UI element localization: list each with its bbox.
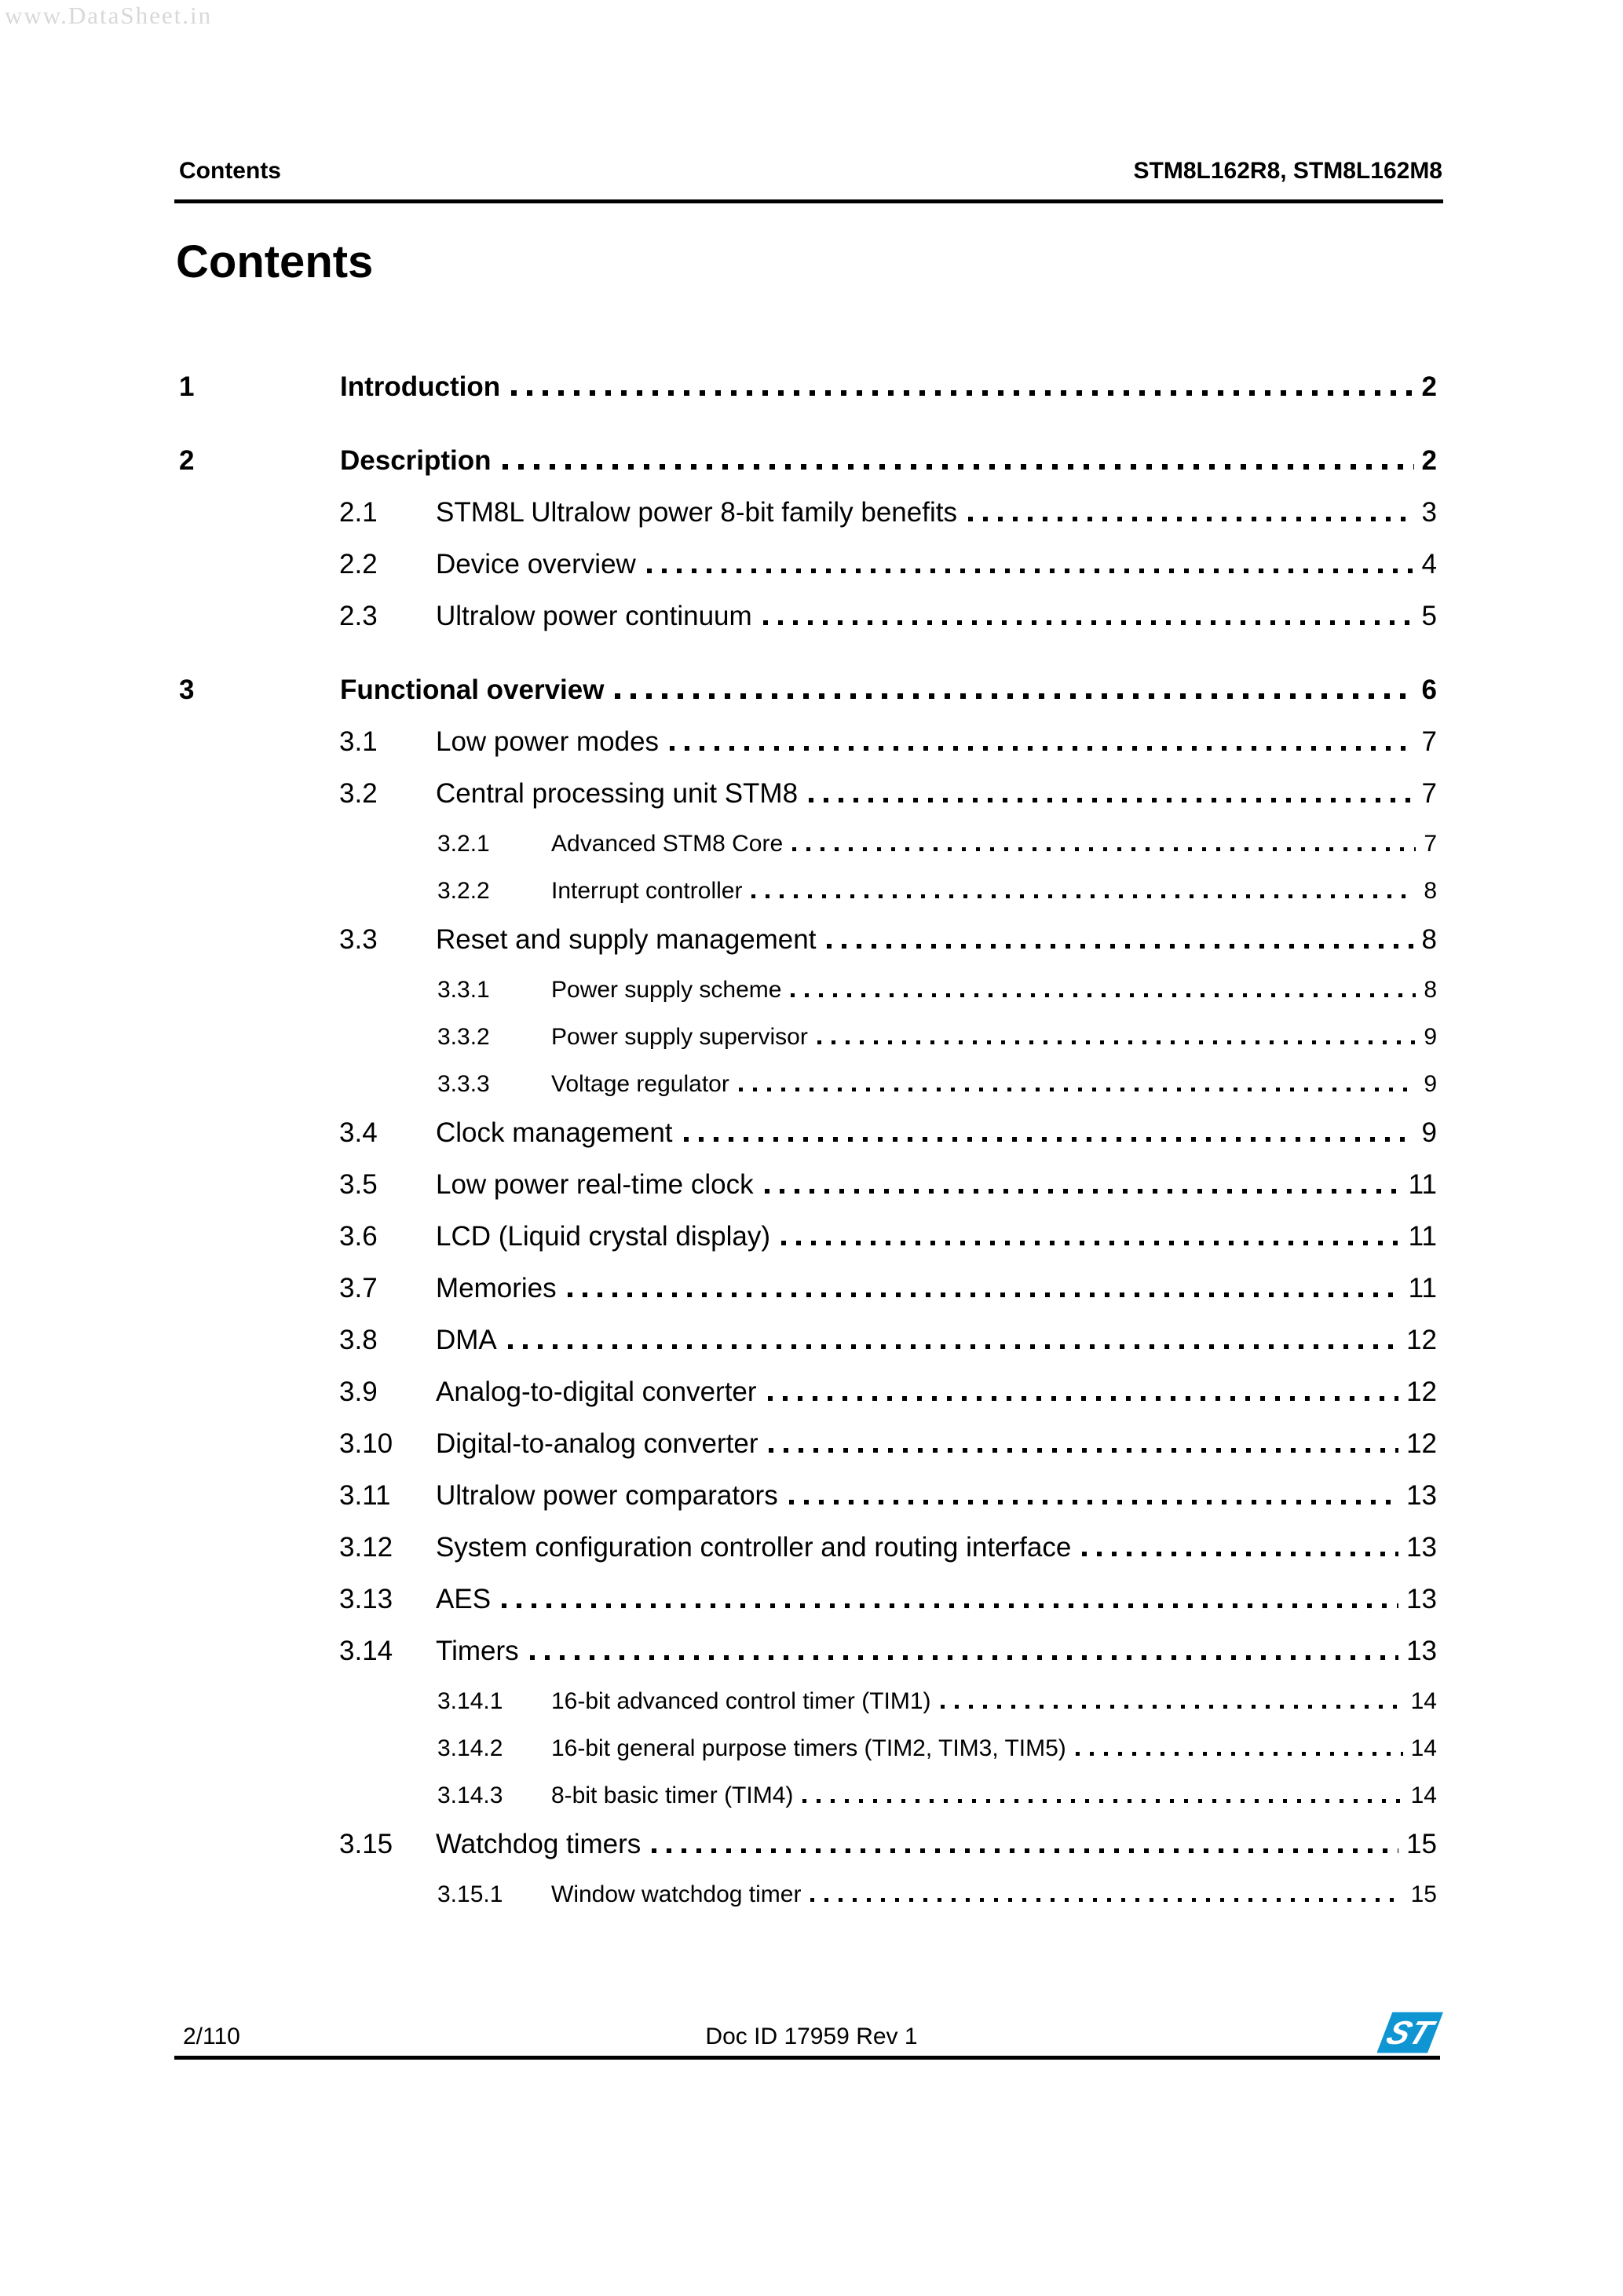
header-section-label: Contents [179, 158, 281, 184]
dot-leader [511, 390, 1413, 396]
toc-entry[interactable] [179, 1068, 1437, 1101]
toc-entry-page[interactable]: 2 [1421, 445, 1437, 476]
dot-leader [791, 993, 1416, 997]
toc-entry-title: Low power modes [436, 726, 660, 757]
dot-leader [763, 620, 1414, 625]
dot-leader [1076, 1752, 1403, 1756]
dot-leader [968, 517, 1414, 521]
toc-entry-page[interactable]: 7 [1424, 831, 1437, 857]
toc-entry-number: 3.15 [339, 1829, 393, 1859]
toc-entry-number: 2.3 [339, 601, 378, 631]
toc-entry-page[interactable]: 6 [1421, 675, 1437, 705]
toc-entry-title: Voltage regulator [551, 1071, 729, 1097]
toc-entry-number: 3.15.1 [437, 1881, 503, 1907]
toc-entry-title: Central processing unit STM8 [436, 778, 799, 809]
toc-entry[interactable] [179, 1374, 1437, 1410]
dot-leader [652, 1848, 1398, 1853]
toc-entry[interactable] [179, 1685, 1437, 1718]
toc-entry[interactable] [179, 922, 1437, 958]
dot-leader [817, 1040, 1416, 1044]
dot-leader [941, 1705, 1403, 1709]
svg-text:ST: ST [1381, 2015, 1438, 2052]
toc-entry-page[interactable]: 14 [1410, 1688, 1437, 1714]
toc-entry-number: 3.12 [339, 1532, 393, 1563]
toc-entry-title: Window watchdog timer [551, 1881, 802, 1907]
toc-entry[interactable] [179, 1021, 1437, 1054]
toc-entry[interactable] [179, 547, 1437, 583]
toc-entry[interactable] [179, 1732, 1437, 1765]
toc-entry[interactable] [179, 1478, 1437, 1514]
toc-entry-page[interactable]: 13 [1406, 1584, 1437, 1614]
toc-entry[interactable] [179, 776, 1437, 812]
toc-entry[interactable] [179, 1633, 1437, 1669]
toc-entry-number: 3.5 [339, 1169, 378, 1200]
toc-entry-page[interactable]: 9 [1424, 1071, 1437, 1097]
toc-entry-number: 3.14 [339, 1636, 393, 1666]
dot-leader [769, 1448, 1398, 1453]
toc-entry[interactable] [179, 875, 1437, 908]
dot-leader [615, 693, 1413, 699]
toc-entry[interactable] [179, 828, 1437, 861]
toc-entry-page[interactable]: 3 [1421, 497, 1437, 528]
toc-entry-title: System configuration controller and routing interface [436, 1532, 1072, 1563]
toc-entry-title: Description [340, 445, 492, 476]
toc-entry-number: 3.14.1 [437, 1688, 503, 1714]
toc-entry-number: 3.9 [339, 1377, 378, 1407]
toc-entry-title: 16-bit general purpose timers (TIM2, TIM3, TIM5) [551, 1735, 1066, 1761]
toc-entry-page[interactable]: 7 [1421, 778, 1437, 809]
header-rule [174, 199, 1443, 203]
toc-entry-title: Watchdog timers [436, 1829, 642, 1859]
dot-leader [751, 894, 1416, 898]
dot-leader [802, 1799, 1402, 1803]
dot-leader [768, 1396, 1399, 1401]
footer-rule [174, 2056, 1440, 2060]
toc-entry-page[interactable]: 8 [1424, 977, 1437, 1003]
toc-entry-title: Ultralow power continuum [436, 601, 752, 631]
toc-entry-number: 3 [179, 675, 195, 705]
toc-entry-number: 3.3.3 [437, 1071, 490, 1097]
toc-entry-title: Ultralow power comparators [436, 1480, 778, 1511]
toc-entry-number: 3.1 [339, 726, 378, 757]
toc-entry[interactable] [179, 443, 1437, 479]
toc-entry-page[interactable]: 8 [1421, 924, 1437, 955]
toc-entry-title: Low power real-time clock [436, 1169, 754, 1200]
toc-entry-page[interactable]: 14 [1410, 1782, 1437, 1808]
toc-entry[interactable] [179, 495, 1437, 531]
toc-entry[interactable] [179, 724, 1437, 760]
toc-entry-number: 3.14.3 [437, 1782, 503, 1808]
dot-leader [530, 1655, 1398, 1660]
toc-entry-title: Device overview [436, 549, 636, 579]
dot-leader [684, 1137, 1414, 1142]
toc-entry-page[interactable]: 12 [1406, 1428, 1437, 1459]
dot-leader [503, 464, 1414, 470]
toc-entry-page[interactable]: 4 [1421, 549, 1437, 579]
toc-entry-page[interactable]: 14 [1410, 1735, 1437, 1761]
dot-leader [568, 1292, 1401, 1297]
toc-entry-page[interactable]: 11 [1408, 1221, 1437, 1252]
toc-entry[interactable] [179, 974, 1437, 1007]
st-logo-icon [1377, 2010, 1443, 2055]
toc-entry-title: STM8L Ultralow power 8-bit family benefits [436, 497, 957, 528]
dot-leader [502, 1603, 1398, 1608]
toc-entry-number: 3.14.2 [437, 1735, 503, 1761]
toc-entry-title: Clock management [436, 1117, 673, 1148]
dot-leader [670, 746, 1413, 751]
toc-entry-page[interactable]: 12 [1406, 1377, 1437, 1407]
toc-entry-page[interactable]: 15 [1410, 1881, 1437, 1907]
toc-entry-page[interactable]: 2 [1421, 371, 1437, 402]
toc-entry-page[interactable]: 9 [1424, 1024, 1437, 1050]
dot-leader [789, 1500, 1398, 1504]
toc-entry[interactable] [179, 1115, 1437, 1151]
dot-leader [792, 847, 1416, 851]
toc-entry-page[interactable]: 11 [1408, 1169, 1437, 1200]
header-part-numbers: STM8L162R8, STM8L162M8 [1133, 158, 1442, 184]
toc-entry-page[interactable]: 13 [1406, 1532, 1437, 1563]
dot-leader [508, 1344, 1398, 1349]
dot-leader [827, 944, 1413, 949]
toc-entry-number: 3.6 [339, 1221, 378, 1252]
toc-entry-page[interactable]: 5 [1421, 601, 1437, 631]
toc-entry[interactable] [179, 1826, 1437, 1863]
page-header [179, 157, 1442, 185]
toc-entry-title: LCD (Liquid crystal display) [436, 1221, 770, 1252]
dot-leader [739, 1088, 1416, 1091]
toc-entry[interactable] [179, 598, 1437, 634]
toc-entry[interactable] [179, 1878, 1437, 1911]
toc-entry[interactable] [179, 672, 1437, 708]
toc-entry-title: Analog-to-digital converter [436, 1377, 757, 1407]
toc-entry-title: DMA [436, 1325, 497, 1355]
dot-leader [1082, 1552, 1398, 1556]
toc-entry-title: Power supply supervisor [551, 1024, 808, 1050]
toc-entry[interactable] [179, 1426, 1437, 1462]
toc-entry-title: AES [436, 1584, 492, 1614]
toc-entry[interactable] [179, 1530, 1437, 1566]
toc-entry-number: 1 [179, 371, 195, 402]
toc-entry-number: 2 [179, 445, 195, 476]
toc-entry-title: Power supply scheme [551, 977, 782, 1003]
toc-entry-number: 3.2 [339, 778, 378, 809]
toc-entry[interactable] [179, 1322, 1437, 1358]
toc-entry-title: Reset and supply management [436, 924, 817, 955]
toc-entry-page[interactable]: 8 [1424, 878, 1437, 904]
toc-entry-number: 3.13 [339, 1584, 393, 1614]
toc-entry-number: 3.3.2 [437, 1024, 490, 1050]
dot-leader [765, 1189, 1401, 1194]
dot-leader [809, 798, 1413, 803]
toc-entry-title: Digital-to-analog converter [436, 1428, 758, 1459]
toc-entry[interactable] [179, 1270, 1437, 1307]
toc-entry-title: Memories [436, 1273, 557, 1303]
toc-entry[interactable] [179, 1779, 1437, 1812]
watermark: www.DataSheet.in [5, 2, 213, 29]
dot-leader [781, 1241, 1401, 1245]
toc-entry-number: 3.2.2 [437, 878, 490, 904]
toc-entry-page[interactable]: 12 [1406, 1325, 1437, 1355]
toc-entry-number: 3.4 [339, 1117, 378, 1148]
page-title: Contents [176, 236, 374, 287]
toc-entry-page[interactable]: 13 [1406, 1480, 1437, 1511]
table-of-contents [179, 369, 1437, 1925]
toc-entry-title: 8-bit basic timer (TIM4) [551, 1782, 794, 1808]
toc-entry[interactable] [179, 1219, 1437, 1255]
toc-entry-number: 2.1 [339, 497, 378, 528]
footer-doc-id: Doc ID 17959 Rev 1 [705, 2024, 918, 2049]
toc-entry-title: Interrupt controller [551, 878, 743, 904]
toc-entry-number: 3.10 [339, 1428, 393, 1459]
toc-entry-number: 2.2 [339, 549, 378, 579]
toc-entry[interactable] [179, 1581, 1437, 1618]
footer-page-indicator: 2/110 [183, 2024, 240, 2049]
toc-entry-title: Advanced STM8 Core [551, 831, 784, 857]
toc-entry[interactable] [179, 369, 1437, 405]
dot-leader [810, 1898, 1402, 1902]
toc-entry[interactable] [179, 1167, 1437, 1203]
toc-entry-number: 3.3 [339, 924, 378, 955]
toc-entry-number: 3.7 [339, 1273, 378, 1303]
toc-entry-page[interactable]: 7 [1421, 726, 1437, 757]
toc-entry-title: Functional overview [340, 675, 605, 705]
toc-entry-title: 16-bit advanced control timer (TIM1) [551, 1688, 931, 1714]
toc-entry-number: 3.8 [339, 1325, 378, 1355]
toc-entry-title: Timers [436, 1636, 519, 1666]
toc-entry-page[interactable]: 9 [1421, 1117, 1437, 1148]
toc-entry-number: 3.11 [339, 1480, 391, 1511]
toc-entry-page[interactable]: 11 [1408, 1273, 1437, 1303]
toc-entry-page[interactable]: 15 [1406, 1829, 1437, 1859]
toc-entry-title: Introduction [340, 371, 501, 402]
toc-entry-page[interactable]: 13 [1406, 1636, 1437, 1666]
toc-entry-number: 3.2.1 [437, 831, 490, 857]
toc-entry-number: 3.3.1 [437, 977, 490, 1003]
dot-leader [647, 569, 1414, 573]
